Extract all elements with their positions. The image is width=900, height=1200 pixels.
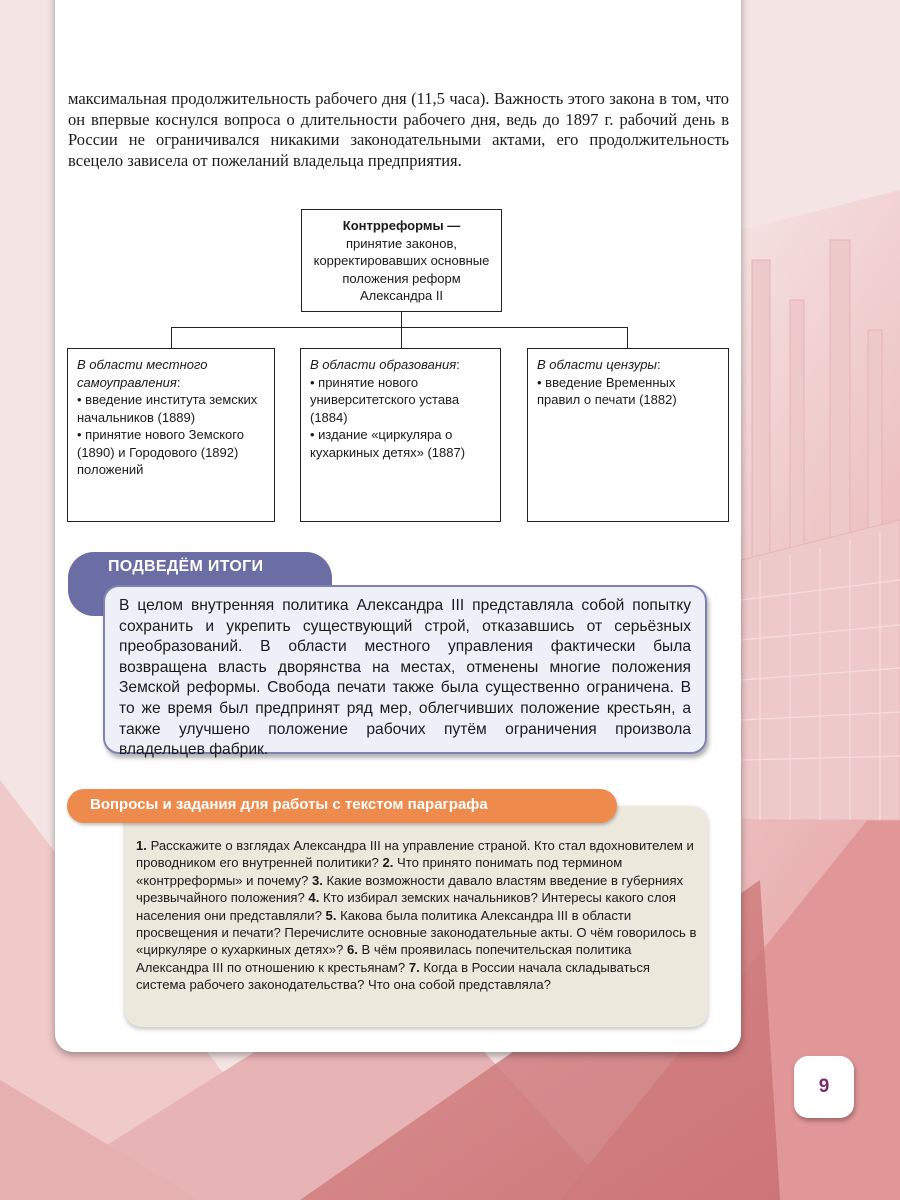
branch-caption: В области местного самоуправления	[77, 357, 208, 390]
question-text: Кто избирал земских начальников? Интересы какого слоя населения они представляли?	[136, 890, 676, 923]
scheme-branch-censorship: В области цензуры: • введение Временных правил о печати (1882)	[527, 348, 729, 522]
scheme-connector-horizontal	[171, 327, 628, 328]
questions-box	[125, 806, 708, 1027]
branch-caption: В области образования	[310, 357, 457, 372]
scheme-connector-vertical	[401, 312, 402, 328]
branch-caption: В области цензуры	[537, 357, 657, 372]
question-text: Что принято понимать под термином «контрреформы» и почему?	[136, 855, 623, 888]
question-text: Расскажите о взглядах Александра III на управление страной. Кто стал вдохновителем и проводником его внутренней политики?	[136, 838, 694, 871]
question-number: 6.	[346, 942, 358, 958]
branch-item: • издание «циркуляра о кухаркиных детях» (1887)	[310, 427, 466, 460]
branch-item: • введение института земских начальников (1889)	[77, 392, 258, 425]
scheme-connector-left	[171, 327, 172, 348]
question-number: 2.	[382, 855, 394, 871]
questions-title: Вопросы и задания для работы с текстом параграфа	[90, 796, 488, 813]
question-number: 1.	[136, 838, 147, 853]
scheme-main-term: Контрреформы —	[342, 218, 461, 233]
scheme-connector-right	[627, 327, 628, 348]
page-number: 9	[794, 1056, 854, 1118]
question-text: Какие возможности давало властям введение в губерниях чрезвычайного положения?	[136, 872, 684, 906]
question-text: В чём проявилась попечительская политика Александра III по отношению к крестьянам?	[136, 942, 632, 975]
scheme-main-box	[301, 209, 502, 312]
summary-box	[103, 585, 707, 759]
question-number: 4.	[308, 890, 320, 906]
question-text: Когда в России начала складываться система рабочего законодательства? Что она собой представляла?	[136, 959, 651, 993]
intro-paragraph: максимальная продолжительность рабочего дня (11,5 часа). Важность этого закона в том, что он впервые коснулся вопроса о длительности рабочего дня, ведь до 1897 г. рабочий день в России не ограничивался никакими законодательными актами, его продолжительность всецело зависела от пожеланий владельца предприятия.	[68, 89, 729, 170]
question-number: 5.	[325, 907, 337, 923]
branch-item: • принятие нового университетского устава (1884)	[310, 374, 460, 425]
branch-item: • введение Временных правил о печати (1882)	[537, 374, 677, 407]
scheme-connector-center	[401, 327, 402, 348]
question-number: 7.	[408, 959, 420, 975]
summary-title: ПОДВЕДЁМ ИТОГИ	[108, 558, 264, 575]
scheme-branch-education: В области образования: • принятие нового университетского устава (1884) • издание «циркуляра о кухаркиных детях» (1887)	[300, 348, 501, 522]
scheme-branch-local-government: В области местного самоуправления: • введение института земских начальников (1889) • принятие нового Земского (1890) и Городового (1892) положений	[67, 348, 275, 522]
question-text: Какова была политика Александра III в области просвещения и печати? Перечислите основные законодательные акты. О чём говорилось в «циркуляре о кухаркиных детях»?	[136, 907, 697, 958]
branch-item: • принятие нового Земского (1890) и Городового (1892) положений	[77, 427, 244, 477]
question-number: 3.	[311, 872, 323, 888]
summary-text: В целом внутренняя политика Александра III представляла собой попытку сохранить и укрепить существующий строй, отказавшись от серьёзных преобразований. В области местного управления фактически была возвращена власть дворянства на местах, отменены многие положения Земской реформы. Свобода печати также была существенно ограничена. В то же время был предпринят ряд мер, облегчивших положение крестьян, а также улучшено положение рабочих путём ограничения произвола владельцев фабрик.	[119, 597, 691, 759]
scheme-main-definition: принятие законов, корректировавших основные положения реформ Александра II	[313, 235, 490, 303]
